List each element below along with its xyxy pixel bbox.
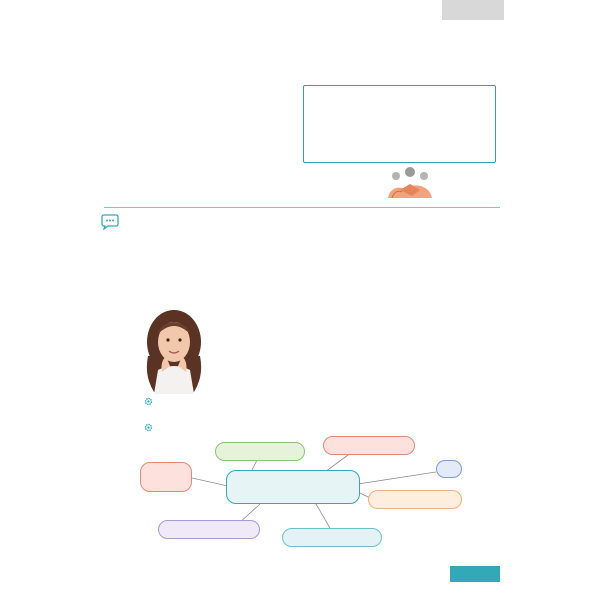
girl-photo (140, 306, 208, 394)
mind-map-node-traditions (140, 462, 192, 492)
mind-map (130, 432, 475, 550)
mind-map-node-leisure (368, 490, 462, 509)
gear-bullet-icon (144, 423, 153, 432)
contents-link[interactable] (442, 0, 504, 20)
header-decoration (100, 7, 430, 21)
mind-map-center (226, 470, 360, 504)
chat-bubble-icon (100, 214, 120, 230)
footer-decoration (100, 578, 430, 588)
gear-bullet-icon (144, 397, 153, 406)
page-number (450, 566, 500, 582)
mind-map-node-question[interactable] (436, 460, 462, 478)
mind-map-node-decor (158, 520, 260, 539)
section-divider (104, 207, 500, 208)
mind-map-node-polite (282, 528, 382, 547)
mind-map-node-protect (215, 442, 305, 461)
definition-box (303, 85, 496, 163)
mind-map-node-help (323, 436, 415, 455)
handshake-icon (382, 162, 438, 202)
